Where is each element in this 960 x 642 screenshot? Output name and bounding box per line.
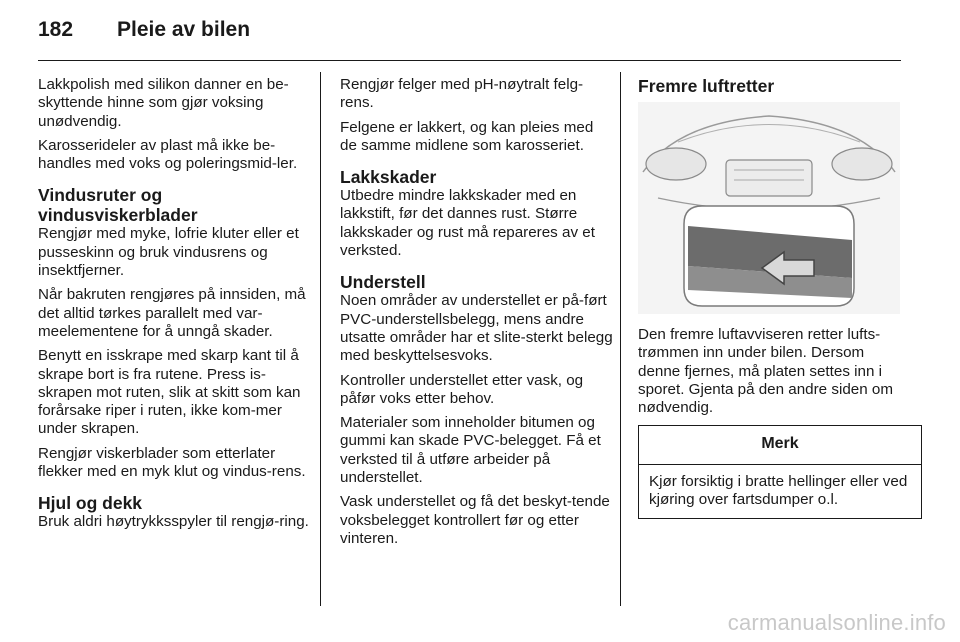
column-2: [340, 76, 614, 554]
heading-windows: Vindusruter og vindusviskerblader: [38, 185, 198, 226]
paragraph: Vask understellet og få det beskyt-tende voksbelegget kontrollert før og etter vinteren.: [340, 493, 610, 547]
heading-underbody: Understell: [340, 272, 426, 293]
column-1: [38, 76, 313, 538]
front-deflector-illustration: [638, 102, 900, 314]
heading-wheels: Hjul og dekk: [38, 493, 143, 514]
paragraph: Rengjør med myke, lofrie kluter eller et pusseskinn og bruk vindusrens og insektfjerner.: [38, 225, 299, 280]
column-3: [638, 76, 908, 519]
watermark: carmanualsonline.info: [727, 610, 946, 635]
column-divider-2: [620, 72, 621, 606]
paragraph: Karosserideler av plast må ikke be-handles med voks og poleringsmid-ler.: [38, 136, 298, 173]
column-divider-1: [320, 72, 321, 606]
note-body: Kjør forsiktig i bratte hellinger eller ved kjøring over fartsdumper o.l.: [649, 472, 908, 509]
note-box: [638, 425, 922, 519]
note-title: Merk: [639, 426, 921, 464]
page-title: Pleie av bilen: [117, 18, 251, 41]
paragraph: Noen områder av understellet er på-ført PVC-understellsbelegg, mens andre utsatte områder har et slite-sterkt belegg med beskyttelsesvoks.: [340, 292, 613, 365]
paragraph: Den fremre luftavviseren retter lufts-trømmen inn under bilen. Dersom denne fjernes, må platen settes inn i sporet. Gjenta på den andre siden om nødvendig.: [638, 326, 893, 417]
paragraph: Rengjør viskerblader som etterlater flekker med en myk klut og vindus-rens.: [38, 444, 306, 481]
paragraph: Benytt en isskrape med skarp kant til å skrape bort is fra rutene. Press is-skrapen mot ruten, slik at skitt som kan forårsake riper i ruten, ikke kom-mer under skrapen.: [38, 347, 301, 438]
paragraph: Lakkpolish med silikon danner en be-skyttende hinne som gjør voksing unødvendig.: [38, 76, 289, 130]
paragraph: Materialer som inneholder bitumen og gummi kan skade PVC-belegget. Få et verksted til å utføre arbeider på understellet.: [340, 414, 601, 487]
paragraph: Bruk aldri høytrykksspyler til rengjø-ring.: [38, 513, 309, 531]
header-rule: [38, 60, 901, 61]
page-number: 182: [38, 18, 74, 41]
heading-front-deflector: Fremre luftretter: [638, 76, 775, 96]
paragraph: Felgene er lakkert, og kan pleies med de samme midlene som karosseriet.: [340, 118, 594, 154]
paragraph: Når bakruten rengjøres på innsiden, må det alltid tørkes parallelt med var-meelementene for å unngå skader.: [38, 286, 306, 340]
heading-paint-damage: Lakkskader: [340, 167, 437, 188]
paragraph: Rengjør felger med pH-nøytralt felg-rens.: [340, 76, 584, 112]
paragraph: Utbedre mindre lakkskader med en lakkstift, før det dannes rust. Større lakkskader og rust må repareres av et verksted.: [340, 187, 595, 260]
paragraph: Kontroller understellet etter vask, og påfør voks etter behov.: [340, 371, 584, 407]
